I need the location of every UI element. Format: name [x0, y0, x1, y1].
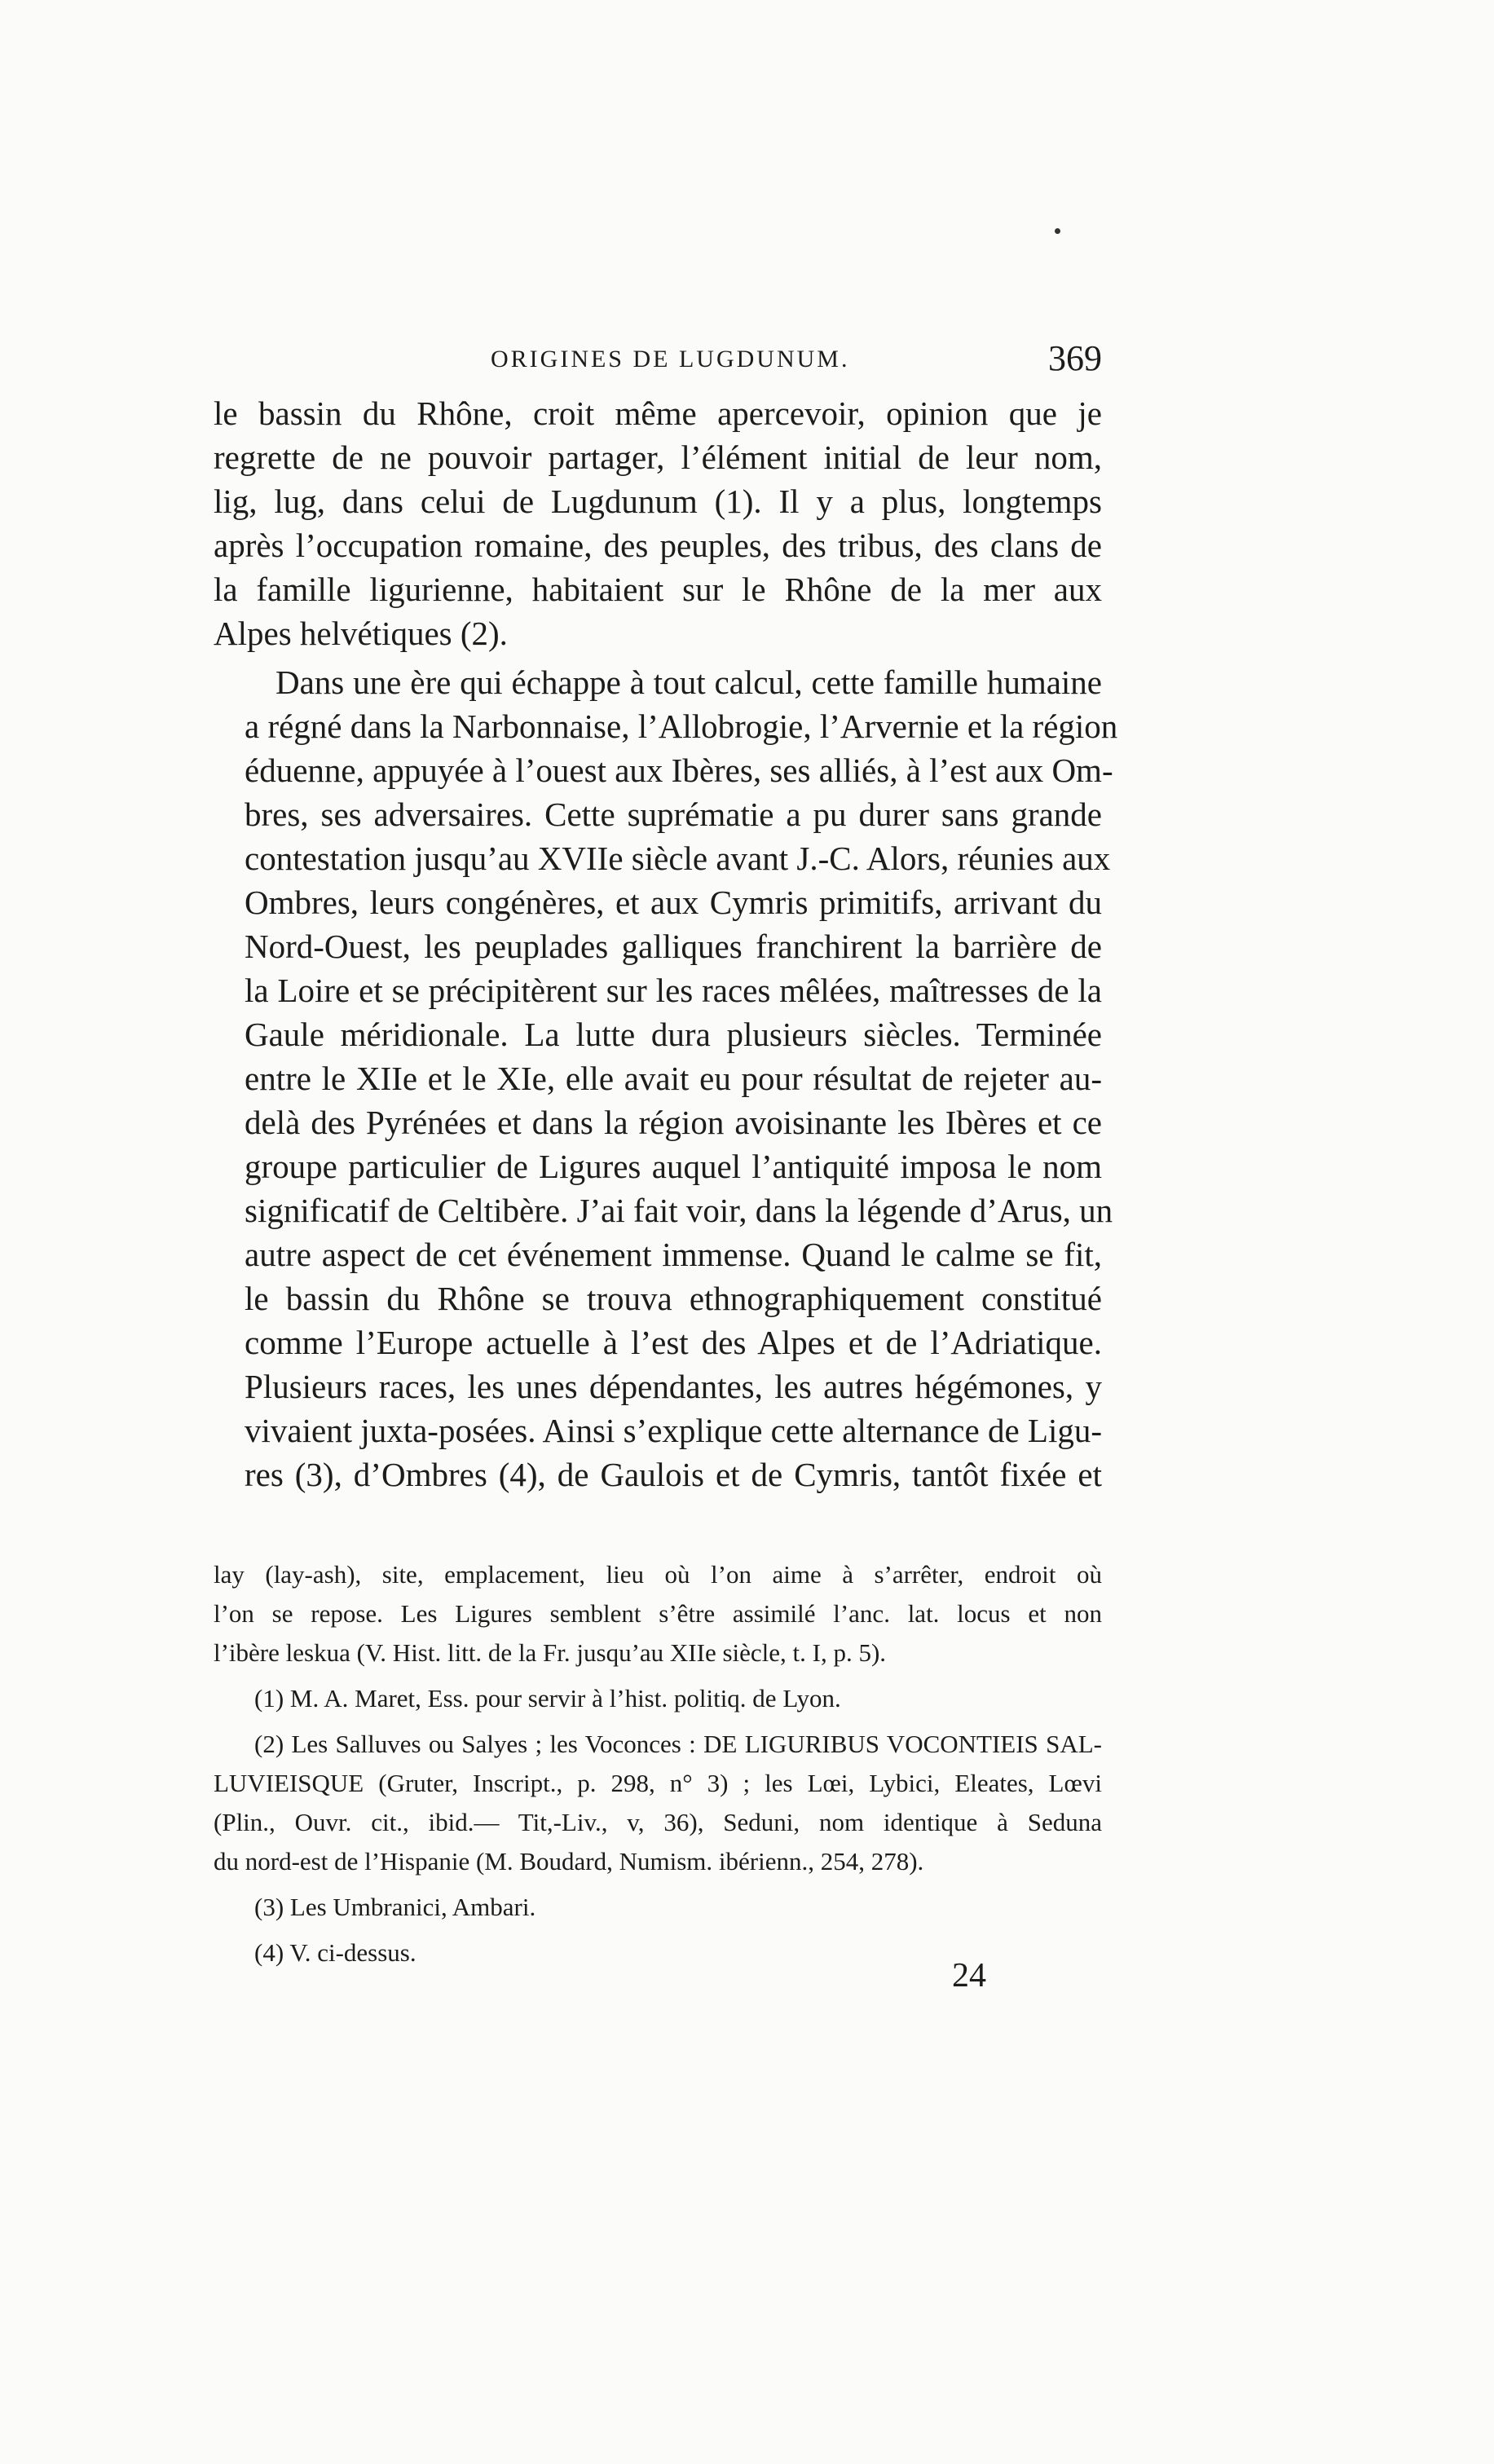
- text-line: la famille ligurienne, habitaient sur le Rhône de la mer aux: [214, 571, 1102, 608]
- text-line: res (3), d’Ombres (4), de Gaulois et de Cymris, tantôt fixée et: [245, 1456, 1102, 1493]
- text-line: lig, lug, dans celui de Lugdunum (1). Il y a plus, longtemps: [214, 483, 1102, 520]
- text-line: Nord-Ouest, les peuplades galliques franchirent la barrière de: [245, 928, 1102, 965]
- text-line: significatif de Celtibère. J’ai fait voir, dans la légende d’Arus, un: [245, 1192, 1113, 1229]
- footnote-4: (4) V. ci-dessus.: [254, 1938, 416, 1967]
- footnote-2-line: LUVIEISQUE (Gruter, Inscript., p. 298, n° 3) ; les Lœi, Lybici, Eleates, Lœvi: [214, 1769, 1102, 1797]
- running-head: [214, 336, 1102, 385]
- text-line: Plusieurs races, les unes dépendantes, les autres hégémones, y: [245, 1368, 1102, 1405]
- footnote-2-line: (Plin., Ouvr. cit., ibid.— Tit,-Liv., v, 36), Seduni, nom identique à Seduna: [214, 1808, 1102, 1836]
- text-line: bres, ses adversaires. Cette suprématie a pu durer sans grande: [245, 796, 1102, 833]
- footnote-gap: [214, 1881, 1102, 1888]
- footnote-gap: [214, 1718, 1102, 1725]
- footnote-line: lay (lay-ash), site, emplacement, lieu où l’on aime à s’arrêter, endroit où: [214, 1560, 1102, 1589]
- footnote-line: l’on se repose. Les Ligures semblent s’être assimilé l’anc. lat. locus et non: [214, 1599, 1102, 1628]
- text-line: entre le XIIe et le XIe, elle avait eu pour résultat de rejeter au-: [245, 1060, 1102, 1097]
- text-line: comme l’Europe actuelle à l’est des Alpes et de l’Adriatique.: [245, 1324, 1102, 1361]
- footnote-line: l’ibère leskua (V. Hist. litt. de la Fr. jusqu’au XIIe siècle, t. I, p. 5).: [214, 1638, 887, 1667]
- footnote-1: (1) M. A. Maret, Ess. pour servir à l’hist. politiq. de Lyon.: [254, 1684, 841, 1712]
- text-line: a régné dans la Narbonnaise, l’Allobrogie, l’Arvernie et la région: [245, 707, 1118, 745]
- ink-speck: [1055, 228, 1060, 234]
- footnote-2-line: (2) Les Salluves ou Salyes ; les Voconces : DE LIGURIBUS VOCONTIEIS SAL-: [254, 1730, 1102, 1758]
- text-line: Gaule méridionale. La lutte dura plusieurs siècles. Terminée: [245, 1016, 1102, 1053]
- text-line: vivaient juxta-posées. Ainsi s’explique cette alternance de Ligu-: [245, 1412, 1102, 1449]
- text-line: groupe particulier de Ligures auquel l’antiquité imposa le nom: [245, 1148, 1102, 1185]
- footnote-gap: [214, 1927, 1102, 1933]
- text-line: Dans une ère qui échappe à tout calcul, cette famille humaine: [275, 663, 1102, 701]
- footnote-2-line: du nord-est de l’Hispanie (M. Boudard, Numism. ibérienn., 254, 278).: [214, 1847, 924, 1876]
- footnotes: [214, 1555, 1102, 1973]
- text-line: Alpes helvétiques (2).: [214, 615, 508, 652]
- text-line: éduenne, appuyée à l’ouest aux Ibères, ses alliés, à l’est aux Om-: [245, 752, 1113, 789]
- text-line: contestation jusqu’au XVIIe siècle avant J.-C. Alors, réunies aux: [245, 840, 1111, 877]
- text-line: delà des Pyrénées et dans la région avoisinante les Ibères et ce: [245, 1104, 1102, 1141]
- signature-mark: 24: [952, 1957, 986, 1995]
- page-number: 369: [1048, 338, 1102, 378]
- text-line: après l’occupation romaine, des peuples, des tribus, des clans de: [214, 527, 1102, 564]
- body-text: [214, 391, 1118, 1496]
- text-line: le bassin du Rhône, croit même apercevoir, opinion que je: [214, 395, 1102, 432]
- text-line: autre aspect de cet événement immense. Quand le calme se fit,: [245, 1236, 1102, 1273]
- running-head-title: ORIGINES DE LUGDUNUM.: [491, 346, 850, 372]
- footnote-3: (3) Les Umbranici, Ambari.: [254, 1893, 536, 1921]
- paragraph-1: [214, 391, 1102, 655]
- footnote-gap: [214, 1673, 1102, 1679]
- paragraph-2: [214, 660, 1118, 1496]
- text-line: le bassin du Rhône se trouva ethnographiquement constitué: [245, 1280, 1102, 1317]
- text-line: Ombres, leurs congénères, et aux Cymris primitifs, arrivant du: [245, 884, 1102, 921]
- text-line: la Loire et se précipitèrent sur les races mêlées, maîtresses de la: [245, 972, 1102, 1009]
- text-line: regrette de ne pouvoir partager, l’élément initial de leur nom,: [214, 439, 1102, 476]
